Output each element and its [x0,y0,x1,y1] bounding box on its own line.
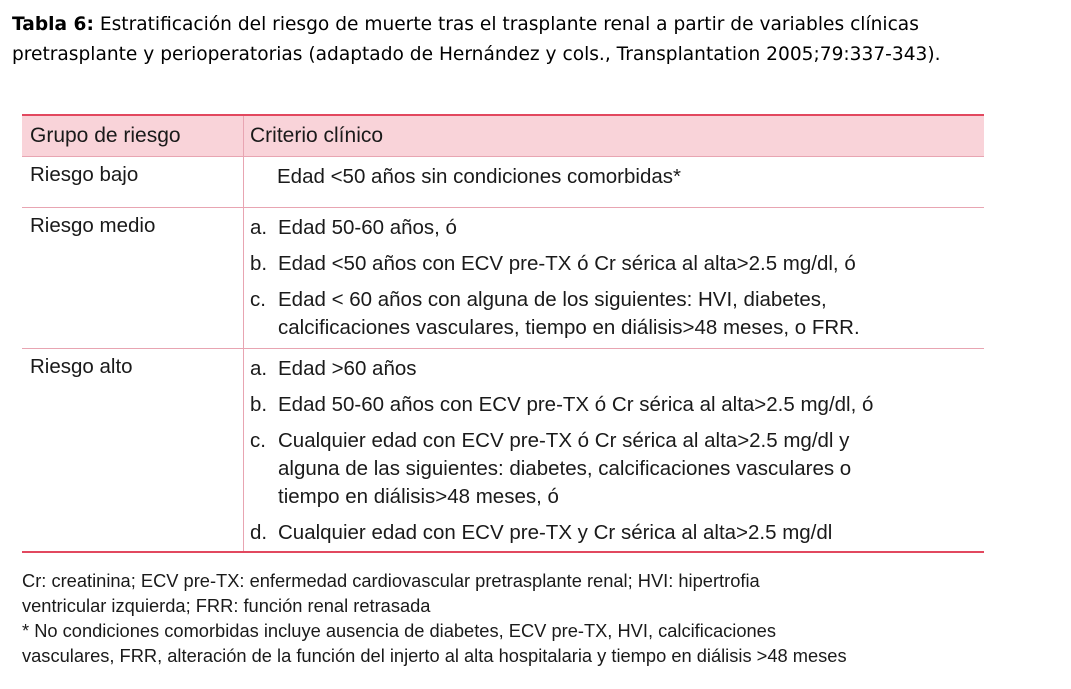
criterion-item [250,214,984,242]
row-group-label: Riesgo alto [22,349,244,551]
table-footnotes [22,568,1022,668]
criterion-text-cont: calcificaciones vasculares, tiempo en diálisis>48 meses, o FRR. [278,316,860,339]
risk-table [22,114,984,553]
row-criteria [244,157,984,207]
row-criteria [244,208,984,348]
criterion-text: Edad <50 años sin condiciones comorbidas* [277,165,681,188]
criterion-text: Cualquier edad con ECV pre-TX y Cr sérica al alta>2.5 mg/dl [278,521,833,544]
criterion-text: Edad 50-60 años, ó [278,216,457,239]
footnote-comorbid-1: * No condiciones comorbidas incluye ausencia de diabetes, ECV pre-TX, HVI, calcificaciones [22,620,776,641]
criterion-text-block [278,427,984,511]
header-group: Grupo de riesgo [22,116,244,156]
row-criteria [244,349,984,551]
caption-line-1 [12,10,1062,40]
row-riesgo-bajo [22,157,984,208]
criterion-item [250,286,984,342]
criterion-item [250,250,984,278]
criterion-letter: a. [250,357,268,380]
criterion-item [250,355,984,383]
row-group-label: Riesgo bajo [22,157,244,207]
row-riesgo-alto [22,349,984,553]
caption-text-2: pretrasplante y perioperatorias (adaptado de Hernández y cols., Transplantation 2005;79:337-343). [12,44,941,65]
table-caption [12,10,1062,70]
footnote-comorbid-2: vasculares, FRR, alteración de la función del injerto al alta hospitalaria y tiempo en diálisis >48 meses [22,645,847,666]
criterion-letter: b. [250,393,268,416]
criterion-letter: b. [250,252,268,275]
footnote-abbrev-2: ventricular izquierda; FRR: función renal retrasada [22,595,431,616]
header-criteria: Criterio clínico [250,124,384,147]
criterion-text: Edad >60 años [278,357,417,380]
criterion-item [250,427,984,511]
criterion-item [250,391,984,419]
row-riesgo-medio [22,208,984,349]
criterion-letter: c. [250,429,266,452]
table-header [22,116,984,157]
criterion-item [250,519,984,547]
caption-label: Tabla 6: [12,14,94,35]
criterion-text-block [278,286,984,342]
row-group-label: Riesgo medio [22,208,244,348]
criterion-letter: c. [250,288,266,311]
criterion-text-cont: tiempo en diálisis>48 meses, ó [278,485,559,508]
criterion-text: Edad 50-60 años con ECV pre-TX ó Cr sérica al alta>2.5 mg/dl, ó [278,393,874,416]
footnote-abbrev-1: Cr: creatinina; ECV pre-TX: enfermedad cardiovascular pretrasplante renal; HVI: hipertrofia [22,570,760,591]
criterion-letter: a. [250,216,268,239]
criterion-text: Edad <50 años con ECV pre-TX ó Cr sérica al alta>2.5 mg/dl, ó [278,252,856,275]
criterion-text-cont: alguna de las siguientes: diabetes, calcificaciones vasculares o [278,457,852,480]
criterion-text: Edad < 60 años con alguna de los siguientes: HVI, diabetes, [278,288,827,311]
caption-text-1: Estratificación del riesgo de muerte tras el trasplante renal a partir de variables clínicas [99,14,919,35]
criterion-text: Cualquier edad con ECV pre-TX ó Cr sérica al alta>2.5 mg/dl y [278,429,850,452]
criterion-letter: d. [250,521,268,544]
criterion-item [250,163,984,191]
